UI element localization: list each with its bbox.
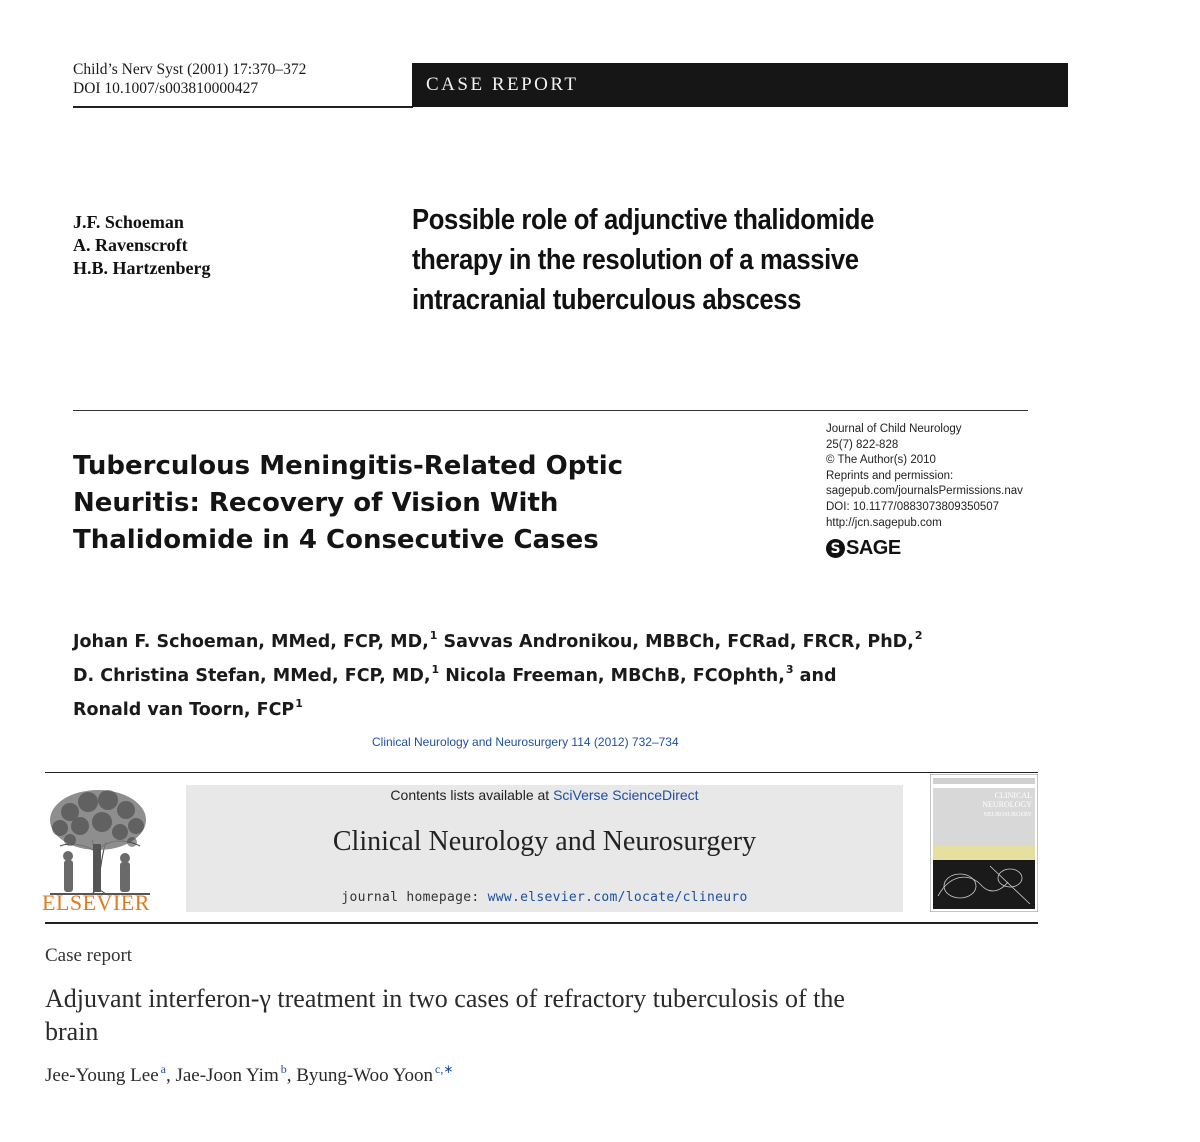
- author-affiliation-marker: 2: [914, 629, 923, 642]
- paper3-header-bottom-rule: [45, 922, 1038, 924]
- paper2-author-line: [73, 622, 923, 656]
- paper3-contents-line: [186, 787, 903, 803]
- paper3-journal-citation[interactable]: Clinical Neurology and Neurosurgery 114 (2012) 732–734: [372, 735, 679, 749]
- paper2-author: Johan F. Schoeman, MMed, FCP, MD,: [73, 632, 429, 652]
- paper1-title-line: Possible role of adjunctive thalidomide: [412, 204, 875, 236]
- paper1-section-label: CASE REPORT: [426, 74, 579, 95]
- paper-separator-rule: [73, 410, 1028, 411]
- paper3-authors: [45, 1062, 453, 1087]
- paper2-title-line: Thalidomide in 4 Consecutive Cases: [73, 525, 599, 555]
- journal-homepage-link[interactable]: www.elsevier.com/locate/clineuro: [487, 890, 748, 905]
- paper2-meta-line: © The Author(s) 2010: [826, 454, 936, 467]
- paper3-title-line: brain: [45, 1017, 99, 1046]
- sciencedirect-link[interactable]: SciVerse ScienceDirect: [553, 787, 699, 803]
- author-affiliation-marker: 1: [295, 697, 303, 710]
- paper1-header-rule: [73, 106, 413, 108]
- cover-title-line: NEUROSURGERY: [983, 812, 1032, 818]
- paper2-author-line: [73, 656, 923, 690]
- sage-mark-icon: S: [826, 539, 845, 558]
- paper3-author: Jee-Young Lee: [45, 1065, 159, 1086]
- author-affiliation-link[interactable]: a: [160, 1062, 166, 1076]
- paper3-article-type: Case report: [45, 945, 133, 966]
- author-affiliation-marker: 3: [785, 663, 794, 676]
- paper2-author-line: [73, 690, 923, 724]
- sage-logo: [826, 537, 901, 560]
- author-affiliation-link[interactable]: b: [280, 1062, 287, 1076]
- paper2-meta-line: DOI: 10.1177/0883073809350507: [826, 500, 1000, 513]
- author-separator: ,: [165, 1065, 176, 1086]
- sage-wordmark: SAGE: [846, 537, 901, 559]
- paper3-author: Jae-Joon Yim: [175, 1065, 279, 1086]
- paper1-author: A. Ravenscroft: [73, 235, 188, 255]
- author-affiliation-link[interactable]: c,∗: [435, 1062, 454, 1076]
- paper2-authors: [73, 622, 923, 724]
- paper3-author: Byung-Woo Yoon: [296, 1065, 434, 1086]
- journal-cover-thumbnail: [930, 774, 1038, 912]
- paper1-section-band: [412, 63, 1068, 107]
- paper2-meta-line: Journal of Child Neurology: [826, 423, 962, 435]
- paper2-meta-line: 25(7) 822-828: [826, 438, 899, 451]
- contents-prefix: Contents lists available at: [390, 787, 554, 803]
- elsevier-wordmark: ELSEVIER: [42, 890, 150, 915]
- paper1-author: H.B. Hartzenberg: [73, 258, 211, 278]
- paper3-title-line: Adjuvant interferon-γ treatment in two cases of refractory tuberculosis of the: [45, 984, 845, 1013]
- author-affiliation-marker: 1: [429, 629, 438, 642]
- paper1-title-line: therapy in the resolution of a massive: [412, 244, 859, 276]
- paper2-meta-line: Reprints and permission:: [826, 469, 954, 482]
- author-separator: ,: [286, 1065, 297, 1086]
- paper2-title-line: Tuberculous Meningitis-Related Optic: [73, 451, 624, 481]
- paper3-homepage-line: [186, 890, 903, 905]
- paper2-meta-line: http://jcn.sagepub.com: [826, 516, 942, 529]
- paper1-author: J.F. Schoeman: [73, 212, 184, 232]
- paper1-authors: [73, 211, 210, 280]
- paper3-title: [45, 982, 1045, 1048]
- author-affiliation-marker: 1: [431, 663, 440, 676]
- paper3-header-top-rule: [45, 772, 1038, 773]
- paper2-author: Nicola Freeman, MBChB, FCOphth,: [439, 666, 785, 686]
- paper2-author: Savvas Andronikou, MBBCh, FCRad, FRCR, PhD,: [437, 632, 914, 652]
- paper2-title: [73, 448, 623, 559]
- paper1-citation: [73, 60, 306, 98]
- paper2-journal-meta: [826, 422, 1023, 531]
- cover-title-line: NEUROLOGY: [982, 800, 1032, 809]
- paper2-author-conjunction: and: [793, 666, 837, 686]
- paper2-author: D. Christina Stefan, MMed, FCP, MD,: [73, 666, 431, 686]
- homepage-prefix: journal homepage:: [341, 890, 488, 905]
- paper3-journal-name: Clinical Neurology and Neurosurgery: [332, 826, 757, 857]
- cover-title-line: CLINICAL: [994, 791, 1032, 800]
- paper2-meta-line: sagepub.com/journalsPermissions.nav: [826, 485, 1023, 498]
- paper1-journal-citation: Child’s Nerv Syst (2001) 17:370–372: [73, 61, 307, 78]
- paper1-title: [412, 200, 952, 320]
- paper1-title-line: intracranial tuberculous abscess: [412, 284, 802, 316]
- paper2-title-line: Neuritis: Recovery of Vision With: [73, 488, 559, 518]
- paper2-author: Ronald van Toorn, FCP: [73, 700, 295, 720]
- paper1-doi: DOI 10.1007/s003810000427: [73, 80, 259, 97]
